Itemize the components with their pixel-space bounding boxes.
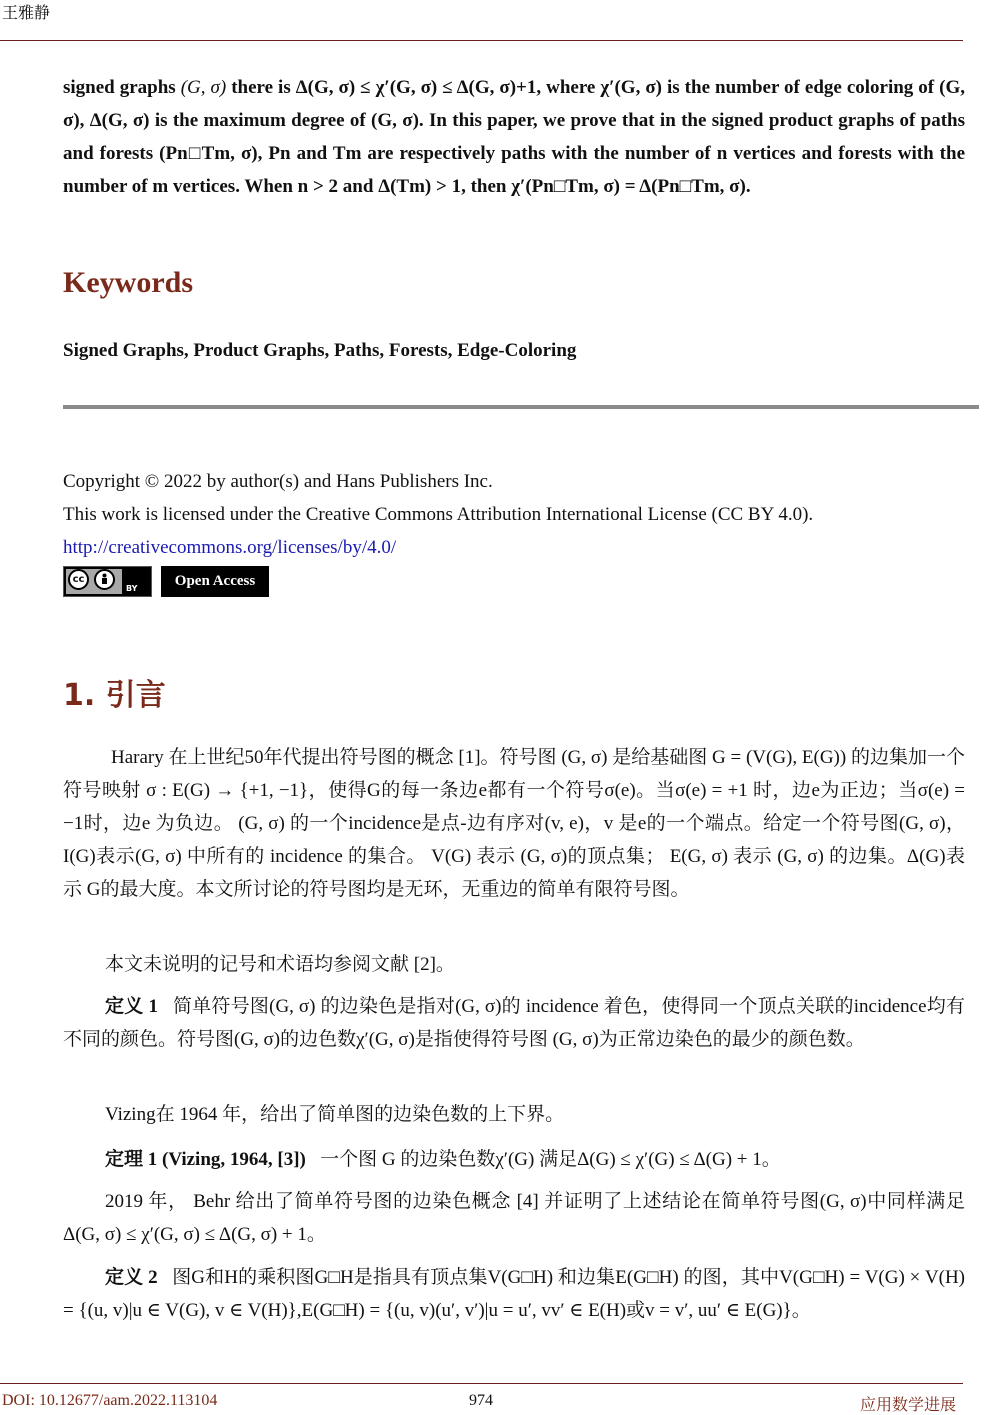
- body-paragraph-6: 2019 年， Behr 给出了简单符号图的边染色概念 [4] 并证明了上述结论在简单符号图(G, σ)中同样满足Δ(G, σ) ≤ χ′(G, σ) ≤ Δ(G, σ) + 1。: [63, 1191, 965, 1245]
- body-paragraph-2: 本文未说明的记号和术语均参阅文献 [2]。: [105, 954, 455, 975]
- cc-by-badge[interactable]: [63, 566, 152, 597]
- theorem-1-text: 一个图 G 的边染色数χ′(G) 满足Δ(G) ≤ χ′(G) ≤ Δ(G) + 1。: [320, 1149, 781, 1170]
- header-rule: [0, 40, 963, 41]
- section-heading: 1. 引言: [63, 678, 166, 713]
- attribution-person-icon: [94, 569, 115, 590]
- open-access-badge[interactable]: Open Access: [161, 566, 269, 597]
- abstract-part-3: there is Δ(G, σ) ≤ χ′(G, σ) ≤ Δ(G, σ)+1, where χ′(G, σ) is the number of edge coloring of (G, σ), Δ(G, σ) is the maximum degree of (G, σ). In this paper, we prove that in the signed product graphs of paths and forests (Pn□Tm, σ), Pn and Tm are respectively paths with the number of n vertices and forests with the number of m vertices. When n > 2 and Δ(Tm) > 1, then χ′(Pn□Tm, σ) = Δ(Pn□Tm, σ).: [63, 77, 965, 197]
- copyright-line: Copyright © 2022 by author(s) and Hans Publishers Inc.: [63, 471, 493, 492]
- footer-page-number: 974: [469, 1392, 493, 1409]
- definition-1-label: 定义 1: [105, 996, 158, 1017]
- definition-2-text: 图G和H的乘积图G□H是指具有顶点集V(G□H) 和边集E(G□H) 的图，其中V(G□H) = V(G) × V(H) = {(u, v)|u ∈ V(G), v ∈ V(H)},E(G□H) = {(u, v)(u′, v′)|u = u′, vv′ ∈ E(H)或v = v′, uu′ ∈ E(G)}。: [63, 1267, 965, 1321]
- copyright-block: [63, 465, 973, 564]
- license-line: This work is licensed under the Creative Commons Attribution International License (CC BY 4.0).: [63, 504, 814, 525]
- section-separator: [63, 405, 979, 409]
- cc-icon: cc: [68, 569, 89, 590]
- abstract-part-1: signed graphs: [63, 77, 181, 98]
- footer-rule: [0, 1383, 963, 1384]
- abstract-part-2: (G, σ): [180, 77, 227, 98]
- keywords-heading: Keywords: [63, 266, 193, 299]
- keywords-list: Signed Graphs, Product Graphs, Paths, Forests, Edge-Coloring: [63, 340, 577, 361]
- footer-doi[interactable]: DOI: 10.12677/aam.2022.113104: [2, 1392, 218, 1409]
- body-paragraph-4: Vizing在 1964 年，给出了简单图的边染色数的上下界。: [105, 1104, 565, 1125]
- running-header-author: 王雅静: [2, 5, 51, 22]
- theorem-1-label: 定理 1 (Vizing, 1964, [3]): [105, 1149, 306, 1170]
- abstract-text: [63, 71, 965, 203]
- definition-2: [63, 1261, 965, 1327]
- definition-2-label: 定义 2: [105, 1267, 158, 1288]
- cc-by-label: BY: [126, 584, 138, 593]
- definition-1-text: 简单符号图(G, σ) 的边染色是指对(G, σ)的 incidence 着色，使得同一个顶点关联的incidence均有不同的颜色。符号图(G, σ)的边色数χ′(G, σ)是指使得符号图 (G, σ)为正常边染色的最少的颜色数。: [63, 996, 965, 1050]
- license-link[interactable]: http://creativecommons.org/licenses/by/4.0/: [63, 537, 397, 558]
- footer-journal-name: 应用数学进展: [860, 1397, 957, 1414]
- definition-1: [63, 990, 965, 1056]
- person-icon: [96, 571, 113, 588]
- theorem-1: [63, 1143, 965, 1176]
- body-paragraph-1: Harary 在上世纪50年代提出符号图的概念 [1]。符号图 (G, σ) 是给基础图 G = (V(G), E(G)) 的边集加一个符号映射 σ : E(G) → {+1, −1}，使得G的每一条边e都有一个符号σ(e)。当σ(e) = +1 时，边e为正边；当σ(e) = −1时，边e 为负边。 (G, σ) 的一个incidence是点-边有序对(v, e)，v 是e的一个端点。给定一个符号图(G, σ)，I(G)表示(G, σ) 中所有的 incidence 的集合。 V(G) 表示 (G, σ)的顶点集； E(G, σ) 表示 (G, σ) 的边集。Δ(G)表示 G的最大度。本文所讨论的符号图均是无环，无重边的简单有限符号图。: [63, 747, 965, 900]
